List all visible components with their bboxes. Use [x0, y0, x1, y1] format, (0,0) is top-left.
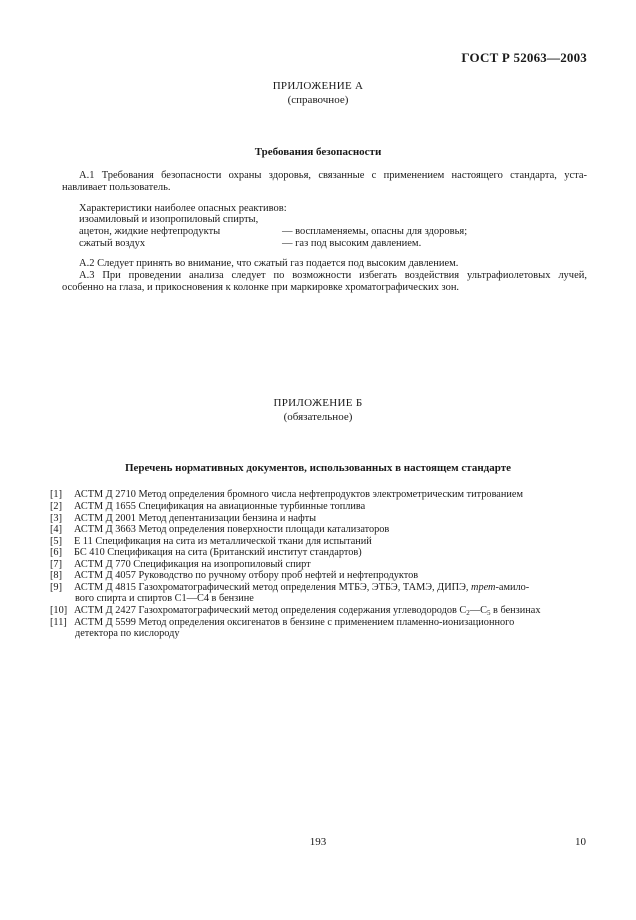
paragraph-a3-line1: А.3 При проведении анализа следует по возможности избегать воздействия ультрафиолетовых лучей,: [79, 270, 587, 281]
reference-text: АСТМ Д 1655 Спецификация на авиационные турбинные топлива: [74, 501, 366, 512]
hazard-substance-3: сжатый воздух: [79, 238, 146, 249]
reference-number: [8]: [50, 570, 63, 581]
reference-text: АСТМ Д 2001 Метод депентанизации бензина и нафты: [74, 513, 317, 524]
appendix-b-title: ПРИЛОЖЕНИЕ Б: [273, 397, 363, 409]
reference-text: АСТМ Д 770 Спецификация на изопропиловый спирт: [74, 559, 311, 570]
reference-text: БС 410 Спецификация на сита (Британский институт стандартов): [74, 547, 362, 558]
sheet-number: 10: [575, 836, 586, 848]
paragraph-a1-line1: А.1 Требования безопасности охраны здоровья, связанные с применением настоящего стандарта, уста-: [79, 170, 587, 181]
hazard-description-2: — воспламеняемы, опасны для здоровья;: [282, 226, 468, 237]
page-number: 193: [309, 836, 327, 848]
appendix-a-title: ПРИЛОЖЕНИЕ А: [272, 80, 364, 92]
hazard-substance-2: ацетон, жидкие нефтепродукты: [79, 226, 221, 237]
safety-heading: Требования безопасности: [254, 146, 382, 158]
reference-text: АСТМ Д 5599 Метод определения оксигенатов в бензине с применением пламенно-ионизационного: [74, 617, 515, 628]
hazards-intro: Характеристики наиболее опасных реактивов:: [79, 203, 287, 214]
reference-number: [1]: [50, 489, 63, 500]
document-code: ГОСТ Р 52063—2003: [461, 50, 587, 65]
reference-text: Е 11 Спецификация на сита из металлической ткани для испытаний: [74, 536, 372, 547]
reference-number: [2]: [50, 501, 63, 512]
appendix-a-subtitle: (справочное): [287, 94, 349, 106]
reference-number: [10]: [50, 605, 68, 616]
paragraph-a2: А.2 Следует принять во внимание, что сжатый газ подается под высоким давлением.: [79, 258, 459, 269]
reference-number: [9]: [50, 582, 63, 593]
reference-number: [4]: [50, 524, 63, 535]
paragraph-a1-line2: навливает пользователь.: [62, 182, 171, 193]
reference-number: [11]: [50, 617, 67, 628]
reference-continuation: вого спирта и спиртов С1—С4 в бензине: [75, 593, 254, 604]
references-heading: Перечень нормативных документов, использованных в настоящем стандарте: [124, 462, 511, 474]
appendix-b-subtitle: (обязательное): [283, 411, 353, 423]
paragraph-a3-line2: особенно на глаза, и прикосновения к колонке при маркировке хроматографических зон.: [62, 282, 460, 293]
reference-number: [7]: [50, 559, 63, 570]
reference-number: [5]: [50, 536, 63, 547]
reference-text: АСТМ Д 4815 Газохроматографический метод определения МТБЭ, ЭТБЭ, ТАМЭ, ДИПЭ, трет-амило-: [74, 582, 530, 593]
hazard-description-3: — газ под высоким давлением.: [282, 238, 422, 249]
reference-text: АСТМ Д 3663 Метод определения поверхности площади катализаторов: [74, 524, 390, 535]
reference-continuation: детектора по кислороду: [75, 628, 180, 639]
reference-text: АСТМ Д 2710 Метод определения бромного числа нефтепродуктов электрометрическим титрованием: [74, 489, 523, 500]
hazard-substance-1: изоамиловый и изопропиловый спирты,: [79, 214, 259, 225]
reference-number: [6]: [50, 547, 63, 558]
reference-text: АСТМ Д 2427 Газохроматографический метод определения содержания углеводородов $С_2—С_5$ в бензинах: [74, 605, 541, 617]
reference-text: АСТМ Д 4057 Руководство по ручному отбору проб нефтей и нефтепродуктов: [74, 570, 419, 581]
reference-number: [3]: [50, 513, 63, 524]
